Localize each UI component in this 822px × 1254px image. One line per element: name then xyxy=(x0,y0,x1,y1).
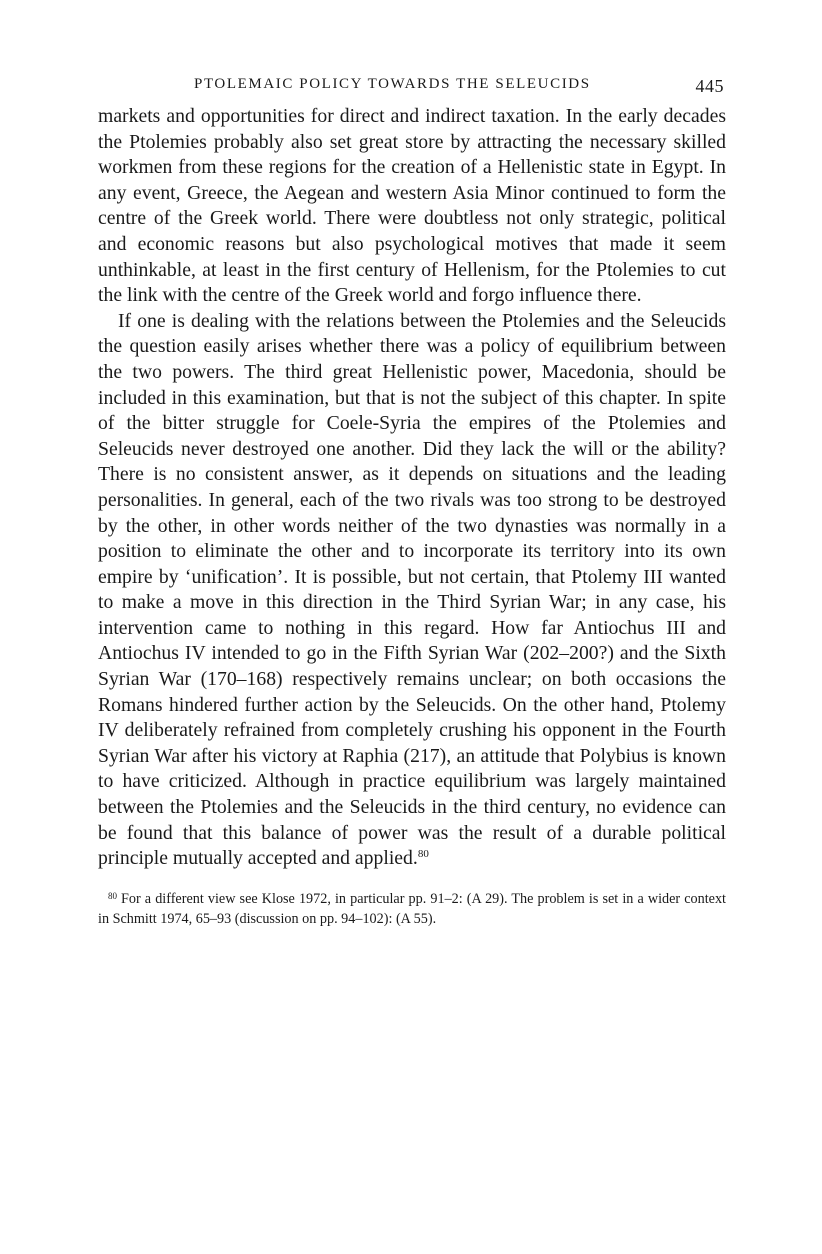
running-title: PTOLEMAIC POLICY TOWARDS THE SELEUCIDS xyxy=(194,76,591,92)
footnote-text: For a different view see Klose 1972, in particular pp. 91–2: (A 29). The problem is set in a wider context in Schmitt 1974, 65–93 (discussion on pp. 94–102): (A 55). xyxy=(98,890,726,927)
book-page xyxy=(98,76,726,929)
body-text xyxy=(98,104,726,872)
paragraph-text: markets and opportunities for direct and indirect taxation. In the early decades the Ptolemies probably also set great store by attracting the necessary skilled workmen from these regions for the creation of a Hellenistic state in Egypt. In any event, Greece, the Aegean and western Asia Minor continued to form the centre of the Greek world. There were doubtless not only strategic, political and economic reasons but also psychological motives that made it seem unthinkable, at least in the first century of Hellenism, for the Ptolemies to cut the link with the centre of the Greek world and forgo influence there. xyxy=(98,105,726,307)
page-number: 445 xyxy=(695,76,724,96)
footnote-mark: 80 xyxy=(108,890,117,901)
running-head xyxy=(98,76,726,104)
paragraph-text: If one is dealing with the relations between the Ptolemies and the Seleucids the question easily arises whether there was a policy of equilibrium between the two powers. The third great Hellenistic power, Macedonia, should be included in this examination, but that is not the subject of this chapter. In spite of the bitter struggle for Coele-Syria the empires of the Ptolemies and Seleucids never destroyed one another. Did they lack the will or the ability? There is no consistent answer, as it depends on situations and the leading personalities. In general, each of the two rivals was too strong to be destroyed by the other, in other words neither of the two dynasties was normally in a position to eliminate the other and to incorporate its territory into its own empire by ‘unification’. It is possible, but not certain, that Ptolemy III wanted to make a move in this direction in the Third Syrian War; in any case, his intervention came to nothing in this regard. How far Antiochus III and Antiochus IV intended to go in the Fifth Syrian War (202–200?) and the Sixth Syrian War (170–168) respectively remains unclear; on both occasions the Romans hindered further action by the Seleucids. On the other hand, Ptolemy IV deliberately refrained from completely crushing his opponent in the Fourth Syrian War after his victory at Raphia (217), an attitude that Polybius is known to have criticized. Although in practice equilibrium was largely maintained between the Ptolemies and the Seleucids in the third century, no evidence can be found that this balance of power was the result of a durable political principle mutually accepted and applied. xyxy=(98,309,726,870)
footnote xyxy=(98,886,726,929)
paragraph-continuation xyxy=(98,104,726,309)
paragraph-equilibrium xyxy=(98,309,726,872)
footnote-reference[interactable]: 80 xyxy=(417,848,429,861)
